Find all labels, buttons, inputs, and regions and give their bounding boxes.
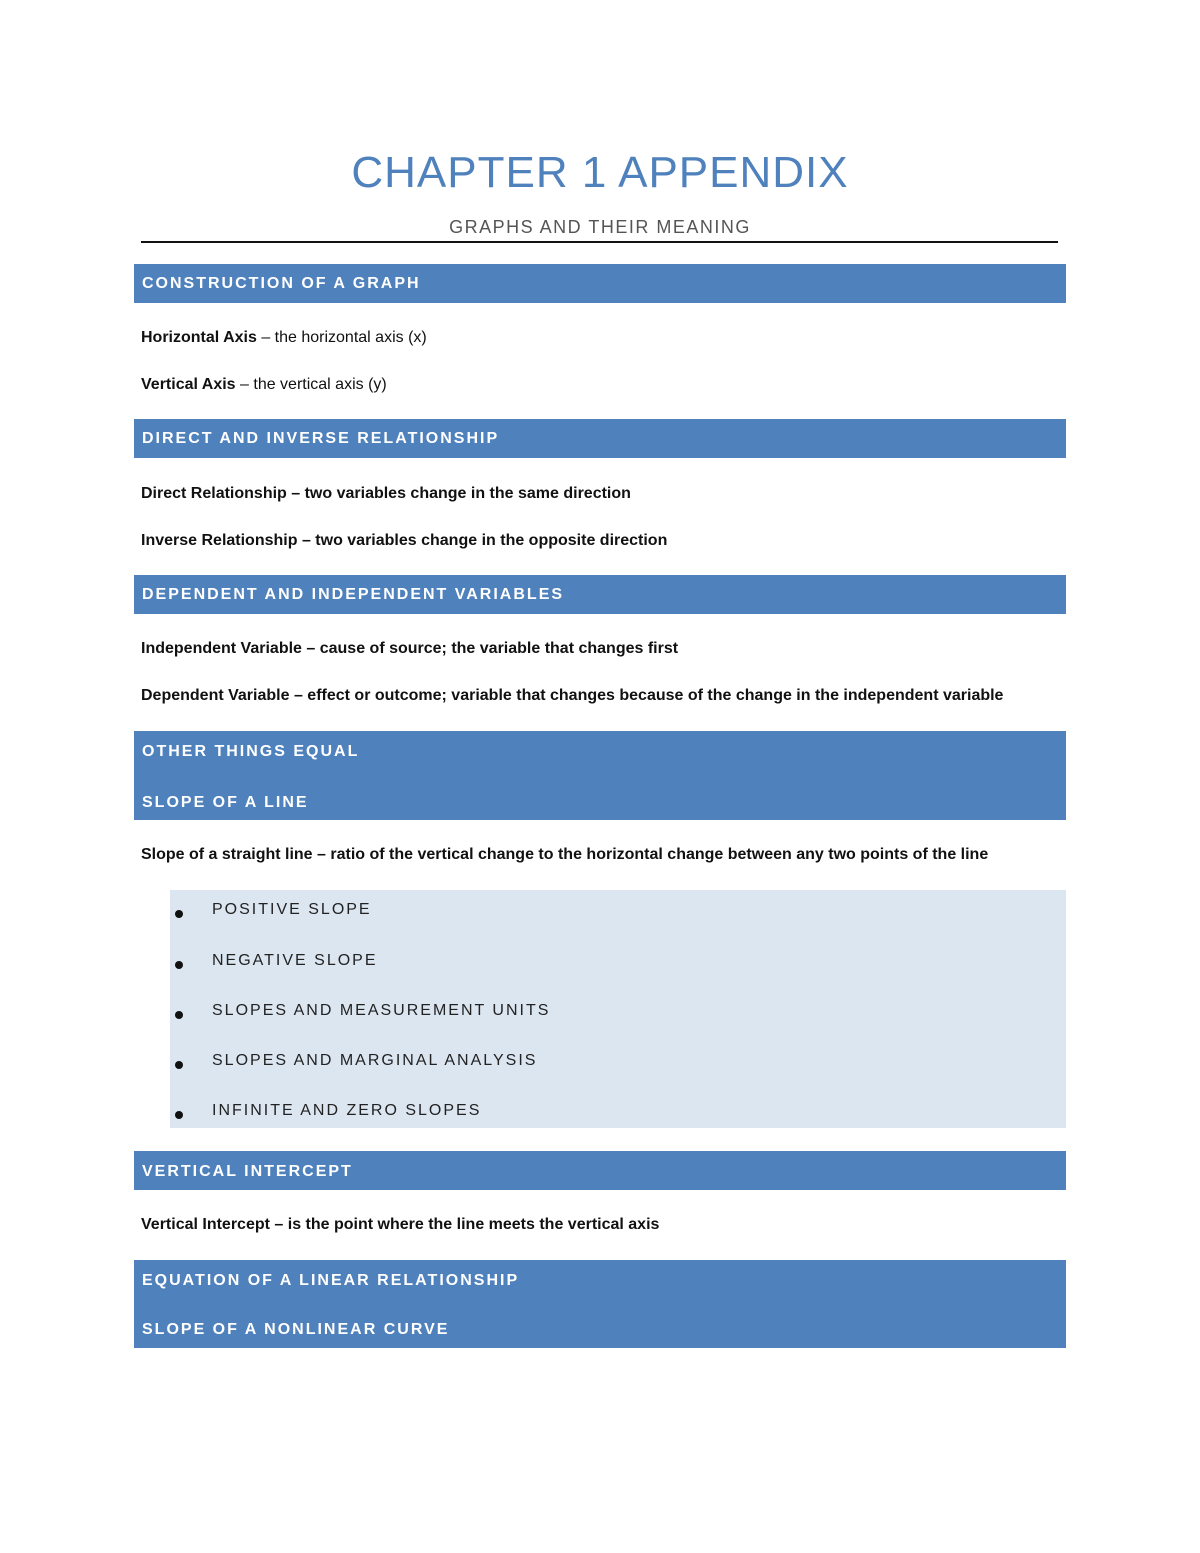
section-heading-construction	[134, 264, 1066, 303]
definition: – two variables change in the same direction	[286, 485, 631, 502]
definition-line	[141, 485, 631, 503]
document-subtitle: GRAPHS AND THEIR MEANING	[449, 217, 751, 237]
heading-text: SLOPE OF A LINE	[142, 794, 309, 811]
section-heading-equation	[134, 1260, 1066, 1348]
definition: – two variables change in the opposite direction	[297, 532, 668, 549]
title-divider	[141, 241, 1058, 243]
heading-text: VERTICAL INTERCEPT	[142, 1163, 353, 1180]
bullet-icon	[175, 961, 183, 969]
list-item: NEGATIVE SLOPE	[170, 957, 1066, 987]
term: Vertical Axis	[141, 376, 236, 393]
definition: – ratio of the vertical change to the horizontal change between any two points of the line	[312, 846, 989, 863]
definition: – the vertical axis (y)	[235, 376, 387, 393]
document-title: CHAPTER 1 APPENDIX	[351, 148, 849, 197]
definition-line	[141, 329, 427, 347]
bullet-icon	[175, 1011, 183, 1019]
definition-line	[141, 532, 667, 550]
definition: – is the point where the line meets the vertical axis	[269, 1216, 660, 1233]
term: Direct Relationship	[141, 485, 287, 502]
section-heading-variables	[134, 575, 1066, 614]
heading-text: CONSTRUCTION OF A GRAPH	[142, 275, 421, 292]
term: Horizontal Axis	[141, 329, 257, 346]
bullet-icon	[175, 1061, 183, 1069]
section-heading-intercept	[134, 1151, 1066, 1190]
slope-topics-list	[170, 890, 1066, 1128]
definition-line	[141, 376, 387, 394]
heading-text: DIRECT AND INVERSE RELATIONSHIP	[142, 430, 500, 447]
definition: – the horizontal axis (x)	[256, 329, 427, 346]
list-item: POSITIVE SLOPE	[170, 906, 1066, 936]
section-heading-other	[134, 731, 1066, 820]
term: Independent Variable	[141, 640, 302, 657]
section-heading-relationship	[134, 419, 1066, 458]
term: Dependent Variable	[141, 687, 290, 704]
heading-text: DEPENDENT AND INDEPENDENT VARIABLES	[142, 586, 565, 603]
definition-line	[141, 640, 678, 658]
bullet-icon	[175, 910, 183, 918]
heading-text: SLOPE OF A NONLINEAR CURVE	[142, 1321, 450, 1338]
heading-text: OTHER THINGS EQUAL	[142, 743, 360, 760]
heading-text: EQUATION OF A LINEAR RELATIONSHIP	[142, 1272, 520, 1289]
list-item: INFINITE AND ZERO SLOPES	[170, 1107, 1066, 1137]
definition-line	[141, 1216, 659, 1234]
definition: – effect or outcome; variable that changes because of the change in the independent variable	[289, 687, 1004, 704]
term: Slope of a straight line	[141, 846, 313, 863]
term: Vertical Intercept	[141, 1216, 270, 1233]
list-item: SLOPES AND MEASUREMENT UNITS	[170, 1007, 1066, 1037]
bullet-icon	[175, 1111, 183, 1119]
definition-line	[141, 687, 1003, 705]
definition-line	[141, 846, 988, 864]
term: Inverse Relationship	[141, 532, 298, 549]
list-item: SLOPES AND MARGINAL ANALYSIS	[170, 1057, 1066, 1087]
definition: – cause of source; the variable that changes first	[301, 640, 679, 657]
